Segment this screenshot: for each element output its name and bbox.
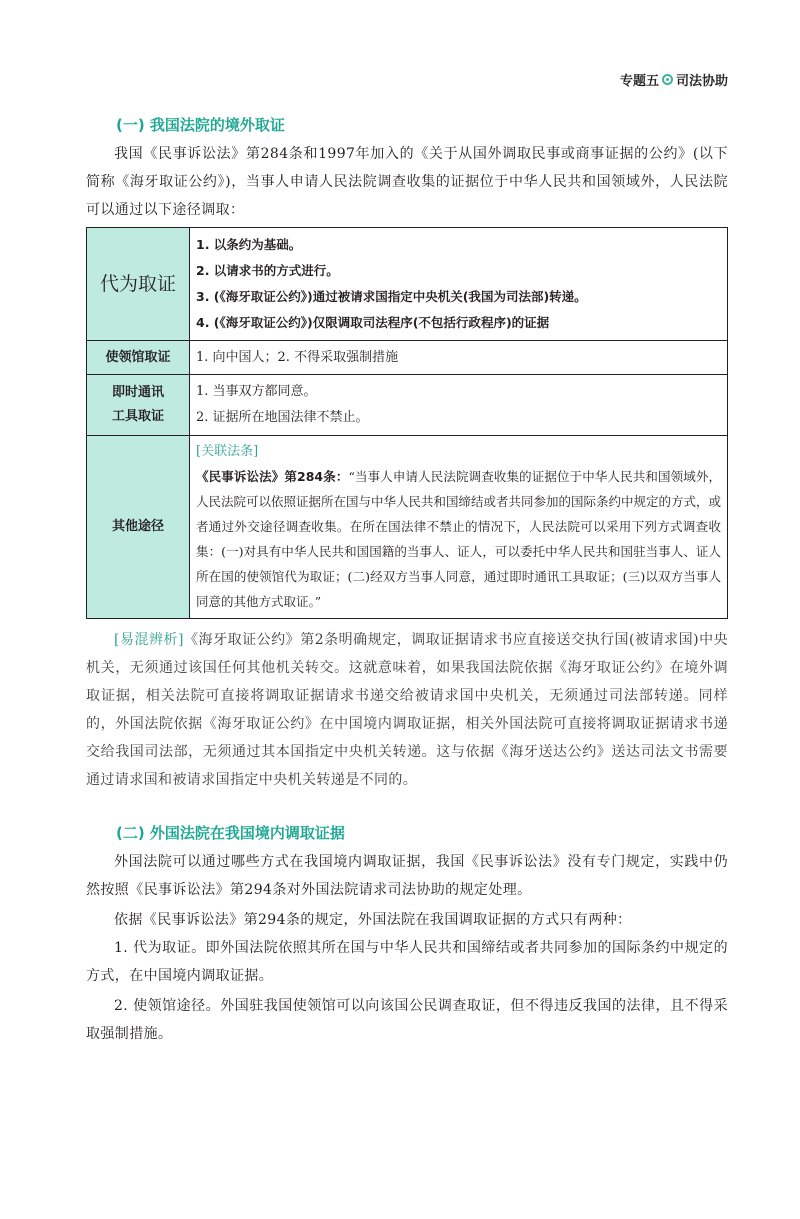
section2-paragraph-4: 2. 使领馆途径。外国驻我国使领馆可以向该国公民调查取证，但不得违反我国的法律，且不得采取强制措施。 — [86, 998, 728, 1042]
statute-quote-label: 《民事诉讼法》第284条： — [196, 469, 349, 484]
section-heading-2: (二) 外国法院在我国境内调取证据 — [116, 824, 345, 842]
row-label-entrusted: 代为取证 — [87, 228, 190, 341]
row-content-other — [190, 436, 728, 619]
confusion-tip-tag: [易混辨析] — [114, 632, 184, 648]
row-content-instant-messaging — [190, 375, 728, 436]
row-content-consular: 1. 向中国人；2. 不得采取强制措施 — [190, 341, 728, 375]
circle-bullet-icon — [662, 74, 673, 85]
chapter-title: 司法协助 — [675, 74, 728, 89]
list-item: 1. 当事双方都同意。 — [196, 384, 317, 399]
statute-quote — [196, 464, 721, 614]
table-row — [87, 228, 728, 341]
row-label-other: 其他途径 — [87, 436, 190, 619]
label-line: 即时通讯 — [111, 385, 164, 400]
row-content-entrusted — [190, 228, 728, 341]
list-item: 2. 证据所在地国法律不禁止。 — [196, 410, 369, 425]
table-row — [87, 375, 728, 436]
list-item: 2. 以请求书的方式进行。 — [196, 263, 339, 278]
confusion-tip-paragraph — [86, 626, 728, 794]
table-row — [87, 436, 728, 619]
row-label-instant-messaging — [87, 375, 190, 436]
section2-paragraph-1: 外国法院可以通过哪些方式在我国境内调取证据，我国《民事诉讼法》没有专门规定，实践中仍然按照《民事诉讼法》第294条对外国法院请求司法协助的规定处理。 — [86, 854, 728, 898]
related-law-tag: [关联法条] — [196, 444, 259, 459]
section2-paragraph-3: 1. 代为取证。即外国法院依照其所在国与中华人民共和国缔结或者共同参加的国际条约中规定的方式，在中国境内调取证据。 — [86, 940, 728, 984]
list-item: 1. 以条约为基础。 — [196, 237, 302, 252]
row-label-consular: 使领馆取证 — [87, 341, 190, 375]
section-heading-1: (一) 我国法院的境外取证 — [116, 116, 285, 134]
table-row — [87, 341, 728, 375]
intro-paragraph: 我国《民事诉讼法》第284条和1997年加入的《关于从国外调取民事或商事证据的公约》(以下简称《海牙取证公约》)，当事人申请人民法院调查收集的证据位于中华人民共和国领域外，人民法院可以通过以下途径调取： — [86, 146, 728, 218]
section2-paragraph-2: 依据《民事诉讼法》第294条的规定，外国法院在我国调取证据的方式只有两种： — [114, 912, 632, 928]
evidence-methods-table — [86, 227, 728, 619]
confusion-tip-text: 《海牙取证公约》第2条明确规定，调取证据请求书应直接送交执行国(被请求国)中央机关，无须通过该国任何其他机关转交。这就意味着，如果我国法院依据《海牙取证公约》在境外调取证据，相关法院可直接将调取证据请求书递交给被请求国中央机关，无须通过司法部转递。同样的，外国法院依据《海牙取证公约》在中国境内调取证据，相关外国法院可直接将调取证据请求书递交给我国司法部，无须通过其本国指定中央机关转递。这与依据《海牙送达公约》送达司法文书需要通过请求国和被请求国指定中央机关转递是不同的。 — [86, 632, 728, 788]
list-item: 4. (《海牙取证公约》)仅限调取司法程序(不包括行政程序)的证据 — [196, 315, 550, 330]
running-header — [620, 70, 728, 89]
list-item: 3. (《海牙取证公约》)通过被请求国指定中央机关(我国为司法部)转递。 — [196, 289, 587, 304]
label-line: 工具取证 — [111, 409, 164, 424]
statute-quote-text: “当事人申请人民法院调查收集的证据位于中华人民共和国领域外，人民法院可以依照证据所在国与中华人民共和国缔结或者共同参加的国际条约中规定的方式，或者通过外交途径调查收集。在所在国法律不禁止的情况下，人民法院可以采用下列方式调查收集：(一)对具有中华人民共和国国籍的当事人、证人，可以委托中华人民共和国驻当事人、证人所在国的使领馆代为取证；(二)经双方当事人同意，通过即时通讯工具取证；(三)以双方当事人同意的其他方式取证。” — [196, 469, 722, 609]
chapter-label: 专题五 — [619, 74, 659, 89]
